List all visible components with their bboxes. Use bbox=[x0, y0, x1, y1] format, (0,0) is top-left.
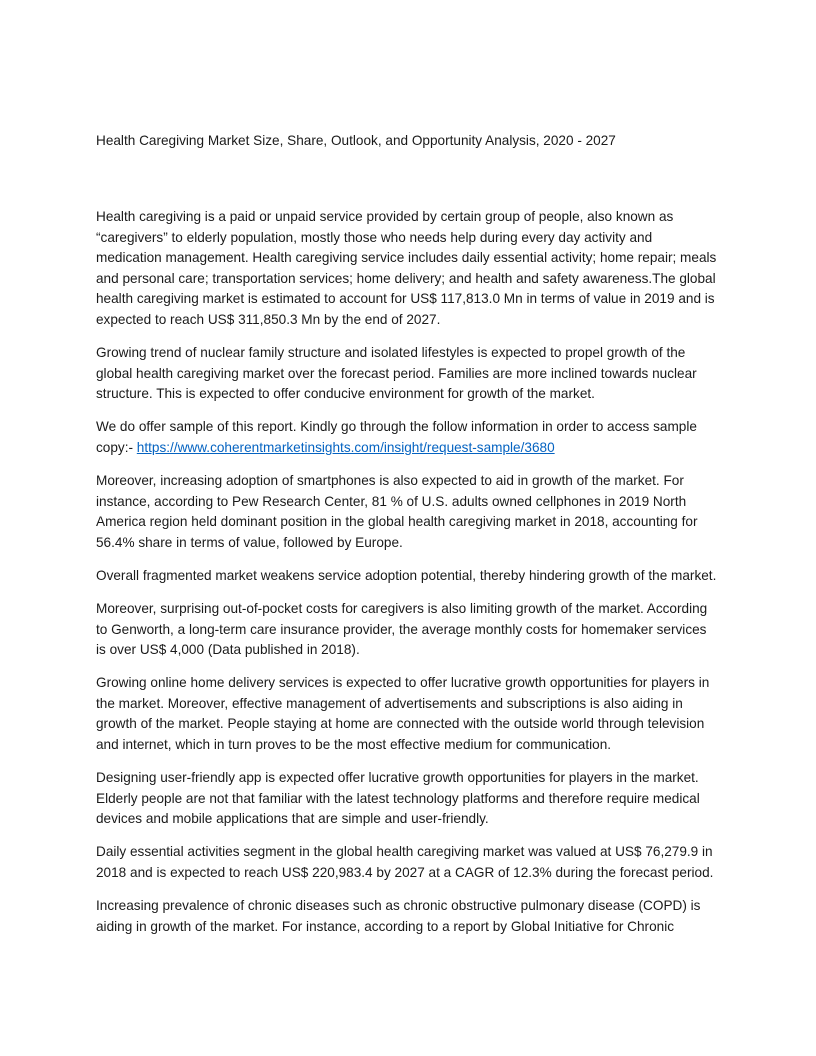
document-title: Health Caregiving Market Size, Share, Outlook, and Opportunity Analysis, 2020 - 2027 bbox=[96, 133, 616, 148]
paragraph-user-friendly-app: Designing user-friendly app is expected offer lucrative growth opportunities for players in the market. Elderly people are not that familiar with the latest technology platforms and therefore require medical devices and mobile applications that are simple and user-friendly. bbox=[96, 770, 700, 827]
paragraph-sample-request bbox=[96, 417, 720, 458]
sample-request-text: We do offer sample of this report. Kindly go through the follow information in order to access sample copy:- bbox=[96, 419, 697, 455]
document-page bbox=[96, 131, 720, 950]
paragraph-smartphones: Moreover, increasing adoption of smartphones is also expected to aid in growth of the market. For instance, according to Pew Research Center, 81 % of U.S. adults owned cellphones in 2019 North America region held dominant position in the global health caregiving market in 2018, accounting for 56.4% share in terms of value, followed by Europe. bbox=[96, 473, 698, 550]
paragraph-fragmented-market: Overall fragmented market weakens service adoption potential, thereby hindering growth of the market. bbox=[96, 567, 717, 583]
paragraph-nuclear-family: Growing trend of nuclear family structure and isolated lifestyles is expected to propel growth of the global health caregiving market over the forecast period. Families are more inclined towards nuclear structure. This is expected to offer conducive environment for growth of the market. bbox=[96, 345, 697, 402]
paragraph-online-delivery: Growing online home delivery services is expected to offer lucrative growth opportunities for players in the market. Moreover, effective management of advertisements and subscriptions is also aiding in growth of the market. People staying at home are connected with the outside world through television and internet, which in turn proves to be the most effective medium for communication. bbox=[96, 675, 710, 753]
paragraph-daily-essential-segment: Daily essential activities segment in the global health caregiving market was valued at US$ 76,279.9 in 2018 and is expected to reach US$ 220,983.4 by 2027 at a CAGR of 12.3% during the forecast period. bbox=[96, 844, 714, 881]
sample-request-link[interactable]: https://www.coherentmarketinsights.com/insight/request-sample/3680 bbox=[136, 439, 555, 455]
paragraph-chronic-diseases: Increasing prevalence of chronic diseases such as chronic obstructive pulmonary disease (COPD) is aiding in growth of the market. For instance, according to a report by Global Initiative for Chronic bbox=[96, 898, 701, 934]
paragraph-out-of-pocket-costs: Moreover, surprising out-of-pocket costs for caregivers is also limiting growth of the market. According to Genworth, a long-term care insurance provider, the average monthly costs for homemaker services is over US$ 4,000 (Data published in 2018). bbox=[96, 601, 708, 658]
paragraph-definition: Health caregiving is a paid or unpaid service provided by certain group of people, also known as “caregivers” to elderly population, mostly those who needs help during every day activity and medication management. Health caregiving service includes daily essential activity; home repair; meals and personal care; transportation services; home delivery; and health and safety awareness.The global health caregiving market is estimated to account for US$ 117,813.0 Mn in terms of value in 2019 and is expected to reach US$ 311,850.3 Mn by the end of 2027. bbox=[96, 209, 717, 327]
document-body bbox=[96, 207, 720, 937]
